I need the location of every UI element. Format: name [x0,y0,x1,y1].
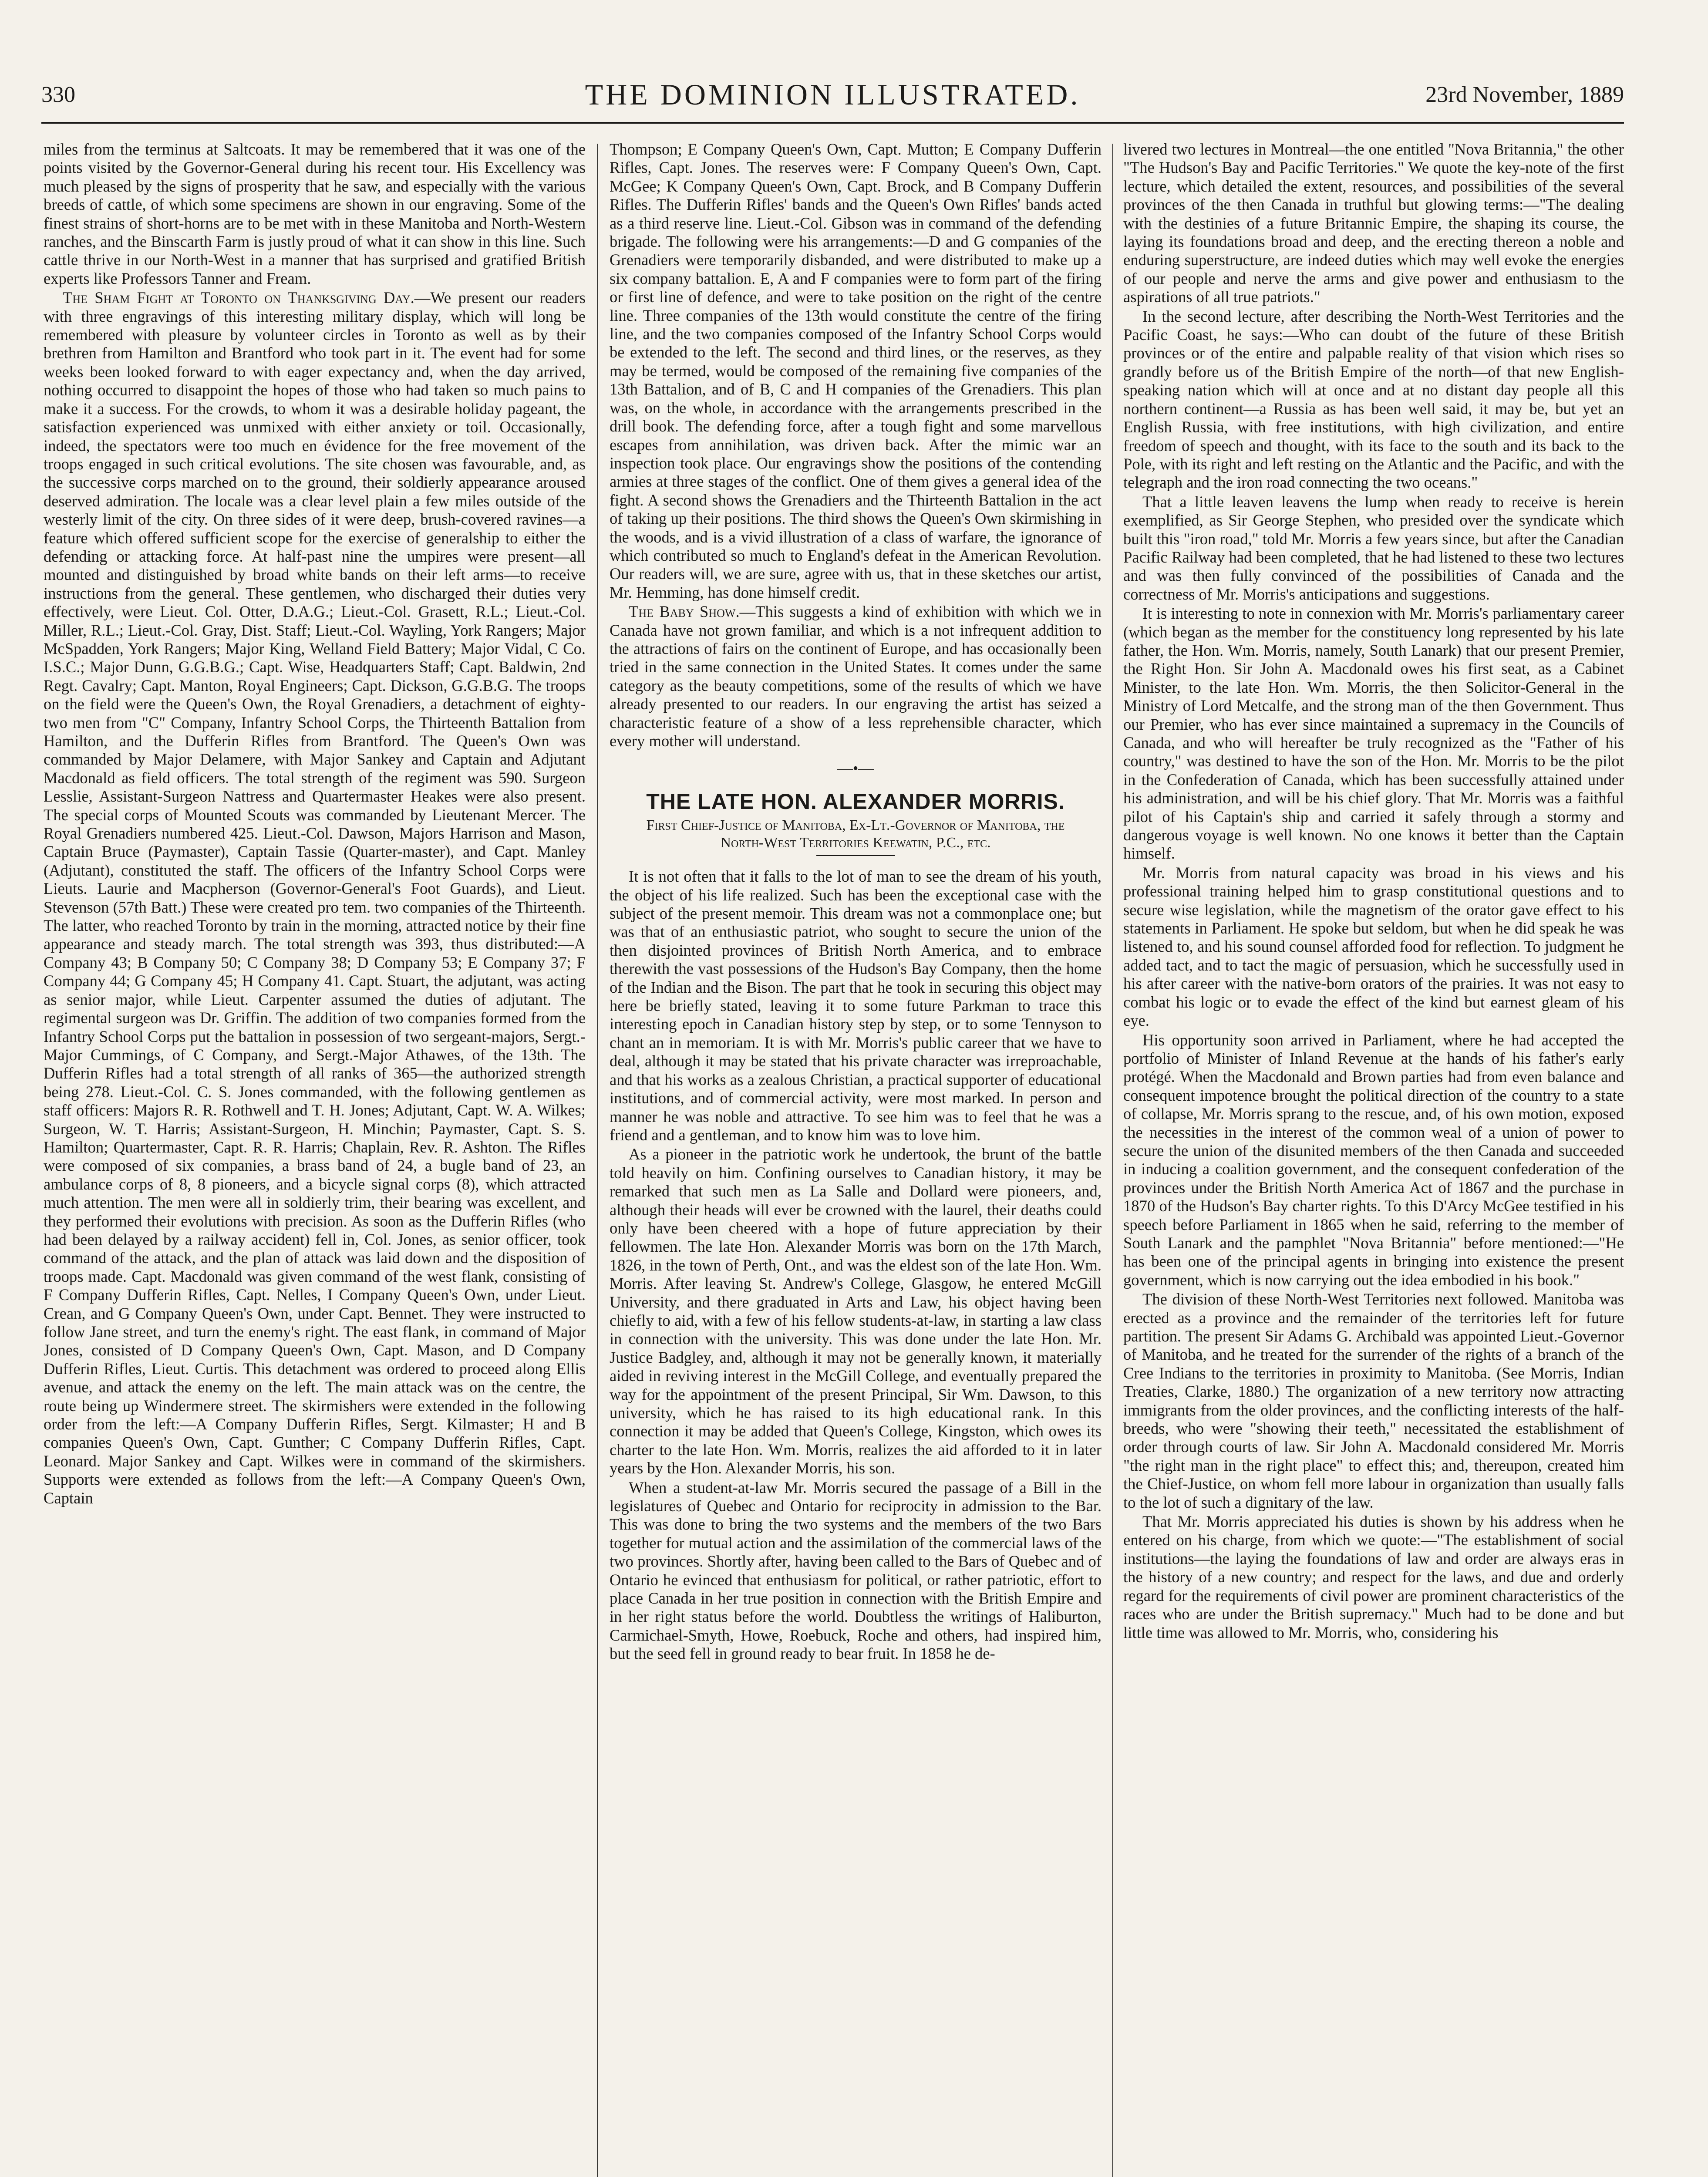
paragraph: That a little leaven leavens the lump when ready to receive is herein exemplified, as Sir George Stephen, who presided over the syndicate which built this "iron road," told Mr. Morris a few years since, but after the Canadian Pacific Railway had been completed, that he had listened to these two lectures and was then fully convinced of the possibilities of Canada and the correctness of Mr. Morris's anticipations and suggestions. [1123,492,1624,603]
paragraph: It is not often that it falls to the lot of man to see the dream of his youth, the object of his life realized. Such has been the exceptional case with the subject of the present memoir. This dream was not a commonplace one; but was that of an enthusiastic patriot, who sought to secure the union of the then disjointed provinces of British North America, and to embrace therewith the vast possessions of the Hudson's Bay Company, then the home of the Indian and the Bison. The part that he took in securing this object may here be briefly stated, leaving it to some future Parkman to trace this interesting epoch in Canadian history step by step, or to some Tennyson to chant an in memoriam. It is with Mr. Morris's public career that we have to deal, although it may be stated that his private character was irreproachable, and that his works as a zealous Christian, a practical supporter of educational institutions, and of commercial activity, were most marked. In person and manner he was noble and attractive. To see him was to feel that he was a friend and a gentleman, and to know him was to love him. [610,867,1102,1144]
article-subtitle: First Chief-Justice of Manitoba, Ex-Lt.-Governor of Manitoba, the North-West Territories Keewatin, P.C., etc. [646,817,1065,851]
paragraph: When a student-at-law Mr. Morris secured the passage of a Bill in the legislatures of Quebec and Ontario for reciprocity in admission to the Bar. This was done to bring the two systems and the members of the two Bars together for mutual action and the assimilation of the commercial laws of the two provinces. Shortly after, having been called to the Bars of Quebec and of Ontario he evinced that enthusiasm for political, or rather patriotic, effort to place Canada in her true position in connection with the British Empire and in her right status before the world. Doubtless the writings of Haliburton, Carmichael-Smyth, Howe, Roebuck, Roche and others, had inspired him, but the seed fell in ground ready to bear fruit. In 1858 he de- [610,1478,1102,1663]
article-title: THE LATE HON. ALEXANDER MORRIS. [646,789,1065,814]
masthead: THE DOMINION ILLUSTRATED. [585,78,1081,111]
paragraph-text: —This suggests a kind of exhibition with which we in Canada have not grown familiar, and which is a not infrequent addition to the attractions of fairs on the continent of Europe, and has occasionally been tried in the same connection in the United States. It comes under the same category as the beauty competitions, some of the results of which we have already presented to our readers. In our engraving the artist has seized a characteristic feature of a show of a less reprehensible character, which every mother will understand. [610,603,1102,750]
column-1 [44,140,586,2177]
page-number: 330 [41,82,75,107]
subtitle-rule [816,855,895,856]
column-2 [610,140,1102,2177]
paragraph-text: —We present our readers with three engravings of this interesting military display, which will long be remembered with pleasure by volunteer circles in Toronto as well as by their brethren from Hamilton and Brantford who took part in it. The event had for some weeks been looked forward to with eager expectancy and, when the day arrived, nothing occurred to disappoint the hopes of those who had taken so much pains to make it a success. For the crowds, to whom it was a desirable holiday pageant, the satisfaction experienced was unmixed with either anxiety or toil. Occasionally, indeed, the spectators were too much en évidence for the free movement of the troops engaged in such critical evolutions. The site chosen was favourable, and, as the successive corps marched on to the ground, their soldierly appearance aroused deserved admiration. The locale was a clear level plain a few miles outside of the westerly limit of the city. On three sides of it were deep, brush-covered ravines—a feature which offered sufficient scope for the exercise of generalship to either the defending or attacking force. At half-past nine the umpires were present—all mounted and distinguished by broad white bands on their left arms—to receive instructions from the general. These gentlemen, who discharged their duties very effectively, were Lieut. Col. Otter, D.A.G.; Lieut.-Col. Grasett, R.L.; Lieut.-Col. Miller, R.L.; Lieut.-Col. Gray, Dist. Staff; Lieut.-Col. Wayling, York Rangers; Major McSpadden, York Rangers; Major King, Welland Field Battery; Major Vidal, C Co. I.S.C.; Major Dunn, G.G.B.G.; Capt. Wise, Headquarters Staff; Capt. Baldwin, 2nd Regt. Cavalry; Capt. Manton, Royal Engineers; Capt. Dickson, G.G.B.G. The troops on the field were the Queen's Own, the Royal Grenadiers, a detachment of eighty-two men from "C" Company, Infantry School Corps, the Thirteenth Battalion from Hamilton, and the Dufferin Rifles from Brantford. The Queen's Own was commanded by Major Delamere, with Major Sankey and Captain and Adjutant Macdonald as field officers. The total strength of the regiment was 590. Surgeon Lesslie, Assistant-Surgeon Nattress and Quartermaster Heakes were also present. The special corps of Mounted Scouts was commanded by Lieutenant Mercer. The Royal Grenadiers numbered 425. Lieut.-Col. Dawson, Majors Harrison and Mason, Captain Bruce (Paymaster), Captain Tassie (Quarter-master), and Capt. Manley (Adjutant), constituted the staff. The officers of the Infantry School Corps were Lieuts. Laurie and Macpherson (Governor-General's Foot Guards), and Lieut. Stevenson (57th Batt.) These were created pro tem. two companies of the Thirteenth. The latter, who reached Toronto by train in the morning, attracted notice by their fine appearance and steady march. The total strength was 393, thus distributed:—A Company 43; B Company 50; C Company 38; D Company 53; E Company 37; F Company 44; G Company 45; H Company 41. Capt. Stuart, the adjutant, was acting as senior major, while Lieut. Carpenter assumed the duties of adjutant. The regimental surgeon was Dr. Griffin. The addition of two companies formed from the Infantry School Corps put the battalion in possession of two sergeant-majors, Sergt.-Major Cummings, of C Company, and Sergt.-Major Athawes, of the 13th. The Dufferin Rifles had a total strength of all ranks of 365—the authorized strength being 278. Lieut.-Col. C. S. Jones commanded, with the following gentlemen as staff officers: Majors R. R. Rothwell and T. H. Jones; Adjutant, Capt. W. A. Wilkes; Surgeon, W. T. Harris; Assistant-Surgeon, H. Minchin; Paymaster, Capt. S. S. Hamilton; Quartermaster, Capt. R. R. Harris; Chaplain, Rev. R. Ashton. The Rifles were composed of six companies, a brass band of 24, a bugle band of 23, an ambulance corps of 8, 8 pioneers, and a bicycle signal corps (8), which attracted much attention. The men were all in soldierly trim, their bearing was excellent, and they performed their evolutions with precision. As soon as the Dufferin Rifles (who had been delayed by a railway accident) fell in, Col. Jones, as senior officer, took command of the attack, and the plan of attack was laid down and the disposition of troops made. Capt. Macdonald was given command of the west flank, consisting of F Company Dufferin Rifles, Capt. Nelles, I Company Queen's Own, under Lieut. Crean, and G Company Queen's Own, under Capt. Bennet. They were instructed to follow Jane street, and turn the enemy's right. The east flank, in command of Major Jones, consisted of D Company Queen's Own, Capt. Mason, and D Company Dufferin Rifles, Lieut. Curtis. This detachment was ordered to proceed along Ellis avenue, and attack the enemy on the left. The main attack was on the centre, the route being up Windermere street. The skirmishers were extended in the following order from the left:—A Company Dufferin Rifles, Sergt. Kilmaster; H and B companies Queen's Own, Capt. Gunther; C Company Dufferin Rifles, Capt. Leonard. Major Sankey and Capt. Wilkes were in command of the skirmishers. Supports were extended as follows from the left:—A Company Queen's Own, Captain [44,289,586,1507]
paragraph [610,603,1102,750]
section-heading: The Baby Show. [629,603,740,621]
paragraph: That Mr. Morris appreciated his duties is shown by his address when he entered on his charge, from which we quote:—"The establishment of social institutions—the laying the foundations of law and order are always eras in the history of a new country; and respect for the laws, and due and orderly regard for the requirements of civil power are prominent characteristics of the races who are under the British supremacy." Much had to be done and but little time was allowed to Mr. Morris, who, considering his [1123,1513,1624,1641]
paragraph: Thompson; E Company Queen's Own, Capt. Mutton; E Company Dufferin Rifles, Capt. Jones. The reserves were: F Company Queen's Own, Capt. McGee; K Company Queen's Own, Capt. Brock, and B Company Dufferin Rifles. The Dufferin Rifles' bands and the Queen's Own Rifles' bands acted as a third reserve line. Lieut.-Col. Gibson was in command of the defending brigade. The following were his arrangements:—D and G companies of the Grenadiers were temporarily disbanded, and were distributed to make up a six company battalion. E, A and F companies were to form part of the firing or first line of defence, and were to take position on the right of the centre line. Three companies of the 13th would constitute the centre of the firing line, and the two companies composed of the Infantry School Corps would be extended to the left. The second and third lines, or the reserves, as they may be termed, would be composed of the remaining five companies of the 13th Battalion, and of B, C and H companies of the Grenadiers. This plan was, on the whole, in accordance with the arrangements prescribed in the drill book. The defending force, after a tough fight and some marvellous escapes from annihilation, was driven back. After the mimic war an inspection took place. Our engravings show the positions of the contending armies at three stages of the conflict. One of them gives a general idea of the fight. A second shows the Grenadiers and the Thirteenth Battalion in the act of taking up their positions. The third shows the Queen's Own skirmishing in the woods, and is a vivid illustration of a class of warfare, the ignorance of which contributed so much to England's defeat in the American Revolution. Our readers will, we are sure, agree with us, that in these sketches our artist, Mr. Hemming, has done himself credit. [610,140,1102,601]
paragraph: It is interesting to note in connexion with Mr. Morris's parliamentary career (which began as the member for the constituency long represented by his late father, the Hon. Wm. Morris, namely, South Lanark) that our present Premier, the Right Hon. Sir John A. Macdonald owes his first seat, as a Cabinet Minister, to the late Hon. Wm. Morris, the then Solicitor-General in the Ministry of Lord Metcalfe, and the strong man of the then Government. Thus our Premier, who has ever since maintained a supremacy in the Councils of Canada, and who will hereafter be truly recognized as the "Father of his country," was destined to have the son of the Hon. Mr. Morris to be the pilot in the Confederation of Canada, which has been successfully attained under his administration, and will be his chief glory. That Mr. Morris was a faithful pilot of his Captain's ship and carried it safely through a stormy and dangerous voyage is well known. No one knows it better than the Captain himself. [1123,604,1624,863]
paragraph: livered two lectures in Montreal—the one entitled "Nova Britannia," the other "The Hudson's Bay and Pacific Territories." We quote the key-note of the first lecture, which detailed the extent, resources, and possibilities of the several provinces of the then Canada in truthful but glowing terms:—"The dealing with the destinies of a future Britannic Empire, the shaping its course, the laying its foundations broad and deep, and the erecting thereon a noble and enduring superstructure, are indeed duties which may well evoke the energies of our people and nerve the arms and give power and enthusiasm to the aspirations of all true patriots." [1123,140,1624,306]
column-rule-1 [597,144,598,2177]
paragraph: The division of these North-West Territories next followed. Manitoba was erected as a province and the remainder of the territories left for future partition. The present Sir Adams G. Archibald was appointed Lieut.-Governor of Manitoba, and he treated for the surrender of the rights of a branch of the Cree Indians to the territories in proximity to Manitoba. (See Morris, Indian Treaties, Clarke, 1880.) The organization of a new territory now attracting immigrants from the older provinces, and the conflicting interests of the half-breeds, who were "showing their teeth," necessitated the establishment of order through courts of law. Sir John A. Macdonald considered Mr. Morris "the right man in the right place" to effect this; and, thereupon, created him the Chief-Justice, on whom fell more labour in organization than usually falls to the lot of such a dignitary of the law. [1123,1290,1624,1511]
page-header [41,74,1624,124]
issue-date: 23rd November, 1889 [1425,82,1624,107]
column-3 [1123,140,1624,2177]
paragraph: His opportunity soon arrived in Parliament, where he had accepted the portfolio of Minister of Inland Revenue at the hands of his father's early protégé. When the Macdonald and Brown parties had from even balance and consequent impotence brought the political direction of the country to a state of collapse, Mr. Morris sprang to the rescue, and, of his own motion, exposed the necessities in the interest of the common weal of a union of power to secure the union of the disunited members of the then Canada and succeeded in inducing a coalition government, and the consequent confederation of the provinces under the British North America Act of 1867 and the purchase in 1870 of the Hudson's Bay charter rights. To this D'Arcy McGee testified in his speech before Parliament in 1865 when he said, referring to the member of South Lanark and the pamphlet "Nova Britannia" before mentioned:—"He has been one of the principal agents in bringing into existence the present government, which is now carrying out the idea embodied in his book." [1123,1031,1624,1289]
paragraph [44,289,586,1507]
section-heading: The Sham Fight at Toronto on Thanksgiving Day. [63,289,414,307]
paragraph: As a pioneer in the patriotic work he undertook, the brunt of the battle told heavily on him. Confining ourselves to Canadian history, it may be remarked that such men as La Salle and Dollard were pioneers, and, although their heads will ever be crowned with the laurel, their deaths could only have been cheered with a hope of future appreciation by their fellowmen. The late Hon. Alexander Morris was born on the 17th March, 1826, in the town of Perth, Ont., and was the eldest son of the late Hon. Wm. Morris. After leaving St. Andrew's College, Glasgow, he entered McGill University, and there graduated in Arts and Law, his object having been chiefly to aid, with a few of his fellow students-at-law, in starting a law class in connection with the university. This was done under the late Hon. Mr. Justice Badgley, and, although it may not be generally known, it materially aided in reviving interest in the McGill College, and eventually prepared the way for the appointment of the present Principal, Sir Wm. Dawson, to this university, which he has raised to its high educational rank. In this connection it may be added that Queen's College, Kingston, which owes its charter to the late Hon. Wm. Morris, realizes the aid afforded to it in later years by the Hon. Alexander Morris, his son. [610,1145,1102,1477]
section-separator: —•— [837,759,874,777]
paragraph: In the second lecture, after describing the North-West Territories and the Pacific Coast, he says:—Who can doubt of the future of these British provinces or of the entire and palpable reality of that vision which rises so grandly before us of the British Empire of the north—of that new English-speaking nation which will at once and at no distant day people all this northern continent—a Russia as has been well said, it may be, but yet an English Russia, with free institutions, with high civilization, and entire freedom of speech and thought, with its face to the south and its back to the Pole, with its right and left resting on the Atlantic and the Pacific, and with the telegraph and the iron road connecting the two oceans." [1123,307,1624,492]
paragraph: miles from the terminus at Saltcoats. It may be remembered that it was one of the points visited by the Governor-General during his recent tour. His Excellency was much pleased by the signs of prosperity that he saw, and especially with the various breeds of cattle, of which some specimens are shown in our engraving. Some of the finest strains of short-horns are to be met with in these Manitoba and North-Western ranches, and the Binscarth Farm is justly proud of what it can show in this line. Such cattle thrive in our North-West in a manner that has surprised and gratified British experts like Professors Tanner and Fream. [44,140,586,287]
paragraph: Mr. Morris from natural capacity was broad in his views and his professional training helped him to grasp constitutional questions and to secure wise legislation, while the magnetism of the orator gave effect to his statements in Parliament. He spoke but seldom, but when he did speak he was listened to, and his sound counsel afforded food for reflection. To judgment he added tact, and to tact the magic of persuasion, which he successfully used in his after career with the native-born orators of the prairies. It was not easy to combat his logic or to evade the effect of the kind but earnest gleam of his eye. [1123,863,1624,1030]
column-rule-2 [1112,144,1113,2177]
